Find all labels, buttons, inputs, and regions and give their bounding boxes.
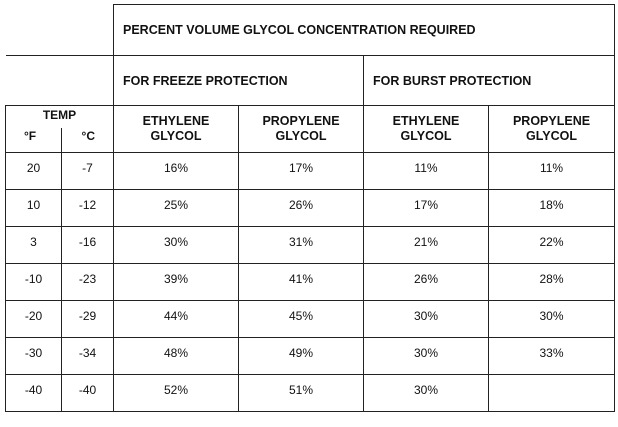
cell-burst-ethylene: 17% (364, 190, 489, 227)
table-row (6, 375, 615, 412)
cell-burst-propylene: 28% (489, 264, 615, 301)
cell-burst-ethylene: 26% (364, 264, 489, 301)
cell-freeze-propylene: 31% (239, 227, 364, 264)
col-header-freeze-ethylene (114, 106, 239, 153)
cell-temp-f: -20 (6, 301, 62, 338)
cell-temp-c: -34 (62, 338, 114, 375)
temp-header (6, 106, 114, 153)
cell-freeze-ethylene: 39% (114, 264, 239, 301)
cell-burst-propylene (489, 375, 615, 412)
col-header-line: PROPYLENE (262, 114, 340, 128)
blank-corner-lower (6, 56, 114, 106)
cell-temp-f: 3 (6, 227, 62, 264)
table-row (6, 264, 615, 301)
cell-temp-c: -29 (62, 301, 114, 338)
table-row (6, 153, 615, 190)
cell-burst-propylene: 22% (489, 227, 615, 264)
unit-fahrenheit: °F (24, 129, 37, 143)
unit-divider (61, 128, 62, 152)
col-header-line: ETHYLENE (392, 114, 460, 128)
cell-burst-ethylene: 30% (364, 301, 489, 338)
cell-temp-c: -16 (62, 227, 114, 264)
cell-burst-propylene: 11% (489, 153, 615, 190)
cell-freeze-ethylene: 16% (114, 153, 239, 190)
cell-temp-c: -23 (62, 264, 114, 301)
col-header-line: GLYCOL (150, 129, 202, 143)
cell-temp-f: -40 (6, 375, 62, 412)
cell-burst-propylene: 18% (489, 190, 615, 227)
col-header-burst-propylene (489, 106, 615, 153)
cell-freeze-propylene: 41% (239, 264, 364, 301)
table-row (6, 301, 615, 338)
cell-freeze-propylene: 26% (239, 190, 364, 227)
glycol-concentration-table (5, 4, 615, 412)
cell-freeze-ethylene: 44% (114, 301, 239, 338)
cell-burst-propylene: 33% (489, 338, 615, 375)
col-header-line: GLYCOL (275, 129, 327, 143)
cell-freeze-ethylene: 48% (114, 338, 239, 375)
col-header-freeze-propylene (239, 106, 364, 153)
unit-celsius: °C (81, 129, 95, 143)
cell-burst-ethylene: 11% (364, 153, 489, 190)
table-row (6, 190, 615, 227)
cell-freeze-ethylene: 25% (114, 190, 239, 227)
cell-temp-f: -10 (6, 264, 62, 301)
cell-temp-f: -30 (6, 338, 62, 375)
cell-freeze-ethylene: 30% (114, 227, 239, 264)
cell-temp-c: -7 (62, 153, 114, 190)
cell-temp-f: 20 (6, 153, 62, 190)
cell-freeze-propylene: 17% (239, 153, 364, 190)
main-title: PERCENT VOLUME GLYCOL CONCENTRATION REQUIRED (114, 5, 615, 56)
table-row (6, 338, 615, 375)
col-header-line: ETHYLENE (142, 114, 210, 128)
col-header-burst-ethylene (364, 106, 489, 153)
cell-freeze-propylene: 45% (239, 301, 364, 338)
col-header-line: GLYCOL (526, 129, 577, 143)
cell-temp-c: -12 (62, 190, 114, 227)
burst-protection-title: FOR BURST PROTECTION (364, 56, 615, 106)
temp-label: TEMP (42, 108, 77, 122)
col-header-line: PROPYLENE (512, 114, 591, 128)
freeze-protection-title: FOR FREEZE PROTECTION (114, 56, 364, 106)
cell-temp-c: -40 (62, 375, 114, 412)
cell-burst-ethylene: 21% (364, 227, 489, 264)
table-row (6, 227, 615, 264)
cell-burst-ethylene: 30% (364, 338, 489, 375)
cell-burst-ethylene: 30% (364, 375, 489, 412)
cell-freeze-ethylene: 52% (114, 375, 239, 412)
cell-burst-propylene: 30% (489, 301, 615, 338)
col-header-line: GLYCOL (400, 129, 452, 143)
blank-corner (6, 5, 114, 56)
cell-freeze-propylene: 49% (239, 338, 364, 375)
cell-temp-f: 10 (6, 190, 62, 227)
cell-freeze-propylene: 51% (239, 375, 364, 412)
